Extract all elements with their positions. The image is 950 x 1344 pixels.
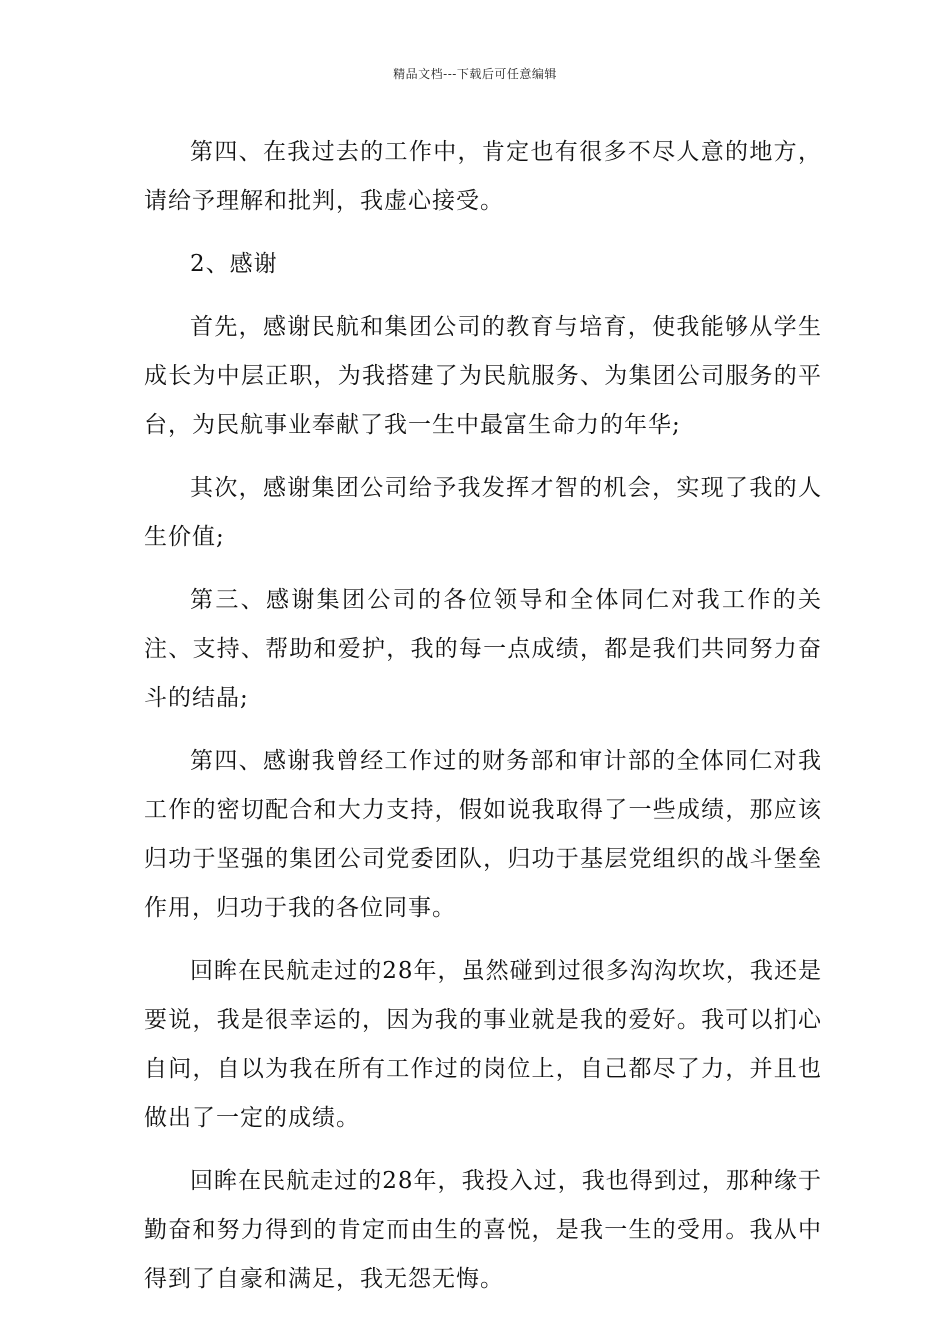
paragraph: 首先，感谢民航和集团公司的教育与培育，使我能够从学生成长为中层正职，为我搭建了为民航服务、为集团公司服务的平台，为民航事业奉献了我一生中最富生命力的年华; <box>144 314 822 438</box>
paragraph: 其次，感谢集团公司给予我发挥才智的机会，实现了我的人生价值; <box>144 475 822 550</box>
page-header: 精品文档---下载后可任意编辑 <box>393 67 557 81</box>
document-body <box>144 128 822 1318</box>
paragraph: 第四、在我过去的工作中，肯定也有很多不尽人意的地方，请给予理解和批判，我虚心接受。 <box>144 139 822 214</box>
paragraph: 回眸在民航走过的28年，我投入过，我也得到过，那种缘于勤奋和努力得到的肯定而由生的喜悦，是我一生的受用。我从中得到了自豪和满足，我无怨无悔。 <box>144 1168 822 1292</box>
paragraph: 第三、感谢集团公司的各位领导和全体同仁对我工作的关注、支持、帮助和爱护，我的每一点成绩，都是我们共同努力奋斗的结晶; <box>144 587 822 711</box>
paragraph: 回眸在民航走过的28年，虽然碰到过很多沟沟坎坎，我还是要说，我是很幸运的，因为我的事业就是我的爱好。我可以扪心自问，自以为我在所有工作过的岗位上，自己都尽了力，并且也做出了一定的成绩。 <box>144 958 822 1131</box>
section-heading: 2、感谢 <box>190 251 278 277</box>
paragraph: 第四、感谢我曾经工作过的财务部和审计部的全体同仁对我工作的密切配合和大力支持，假如说我取得了一些成绩，那应该归功于坚强的集团公司党委团队，归功于基层党组织的战斗堡垒作用，归功于我的各位同事。 <box>144 748 822 921</box>
